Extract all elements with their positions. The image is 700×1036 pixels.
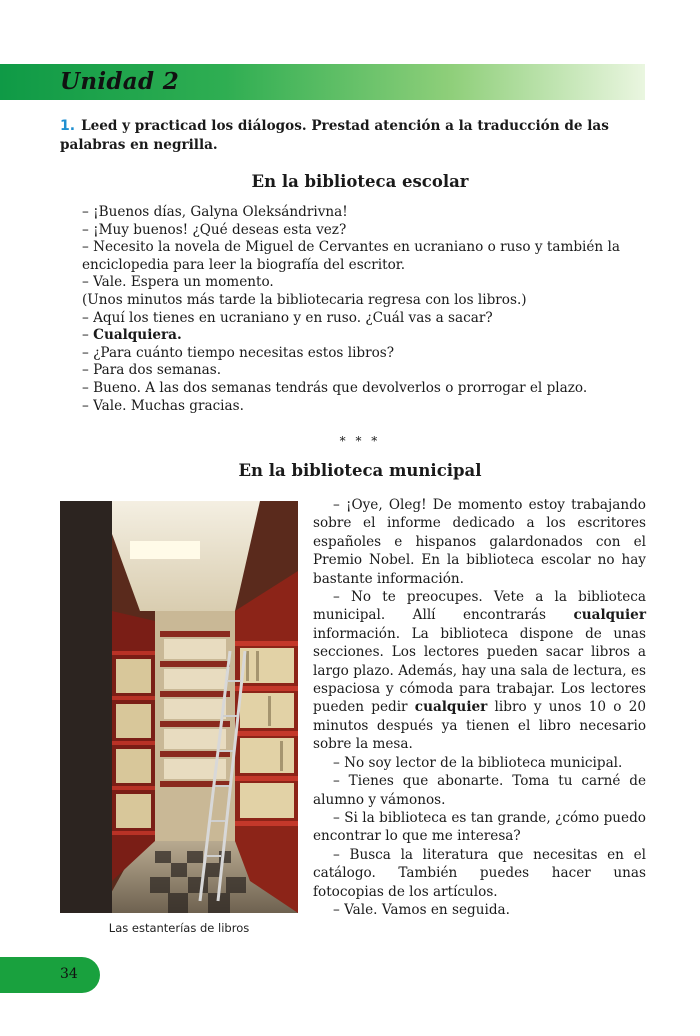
page-number-tab bbox=[0, 957, 100, 993]
dialog-paragraph: – Tienes que abonarte. Toma tu carné de alumno y vámonos. bbox=[313, 773, 646, 808]
dialog-paragraph: – Busca la literatura que necesitas en el catálogo. También puedes hacer unas fotocopias de los artículos. bbox=[313, 846, 646, 900]
dialog-line: – Aquí los tienes en ucraniano y en ruso. ¿Cuál vas a sacar? bbox=[82, 309, 493, 326]
library-shelves-photo bbox=[60, 501, 298, 913]
dialog-line: – ¡Muy buenos! ¿Qué deseas esta vez? bbox=[82, 221, 347, 238]
dialog-line-bold bbox=[82, 327, 647, 345]
page-number: 34 bbox=[60, 966, 78, 982]
dialog-municipal-library bbox=[313, 496, 646, 919]
text-part: – No te preocupes. Vete a la biblioteca municipal. Allí encontrarás bbox=[313, 589, 646, 624]
exercise-text: Leed y practicad los diálogos. Prestad atención a la traducción de las palabras en negrilla. bbox=[60, 118, 609, 153]
dialog-paragraph bbox=[313, 588, 646, 754]
dialog-line: – Para dos semanas. bbox=[82, 362, 222, 379]
text-part: información. La biblioteca dispone de unas secciones. Los lectores pueden sacar libros a largo plazo. Además, hay una sala de lectura, es espaciosa y cómoda para trabajar. Los lectores pueden pedir bbox=[313, 625, 646, 716]
dialog-paragraph: – No soy lector de la biblioteca municipal. bbox=[333, 754, 623, 771]
section-title-school-library: En la biblioteca escolar bbox=[251, 172, 469, 191]
text-part: libro y unos 10 o 20 minutos después ya tienen el libro necesario sobre la mesa. bbox=[313, 699, 646, 753]
bold-word: cualquier bbox=[573, 607, 646, 624]
dialog-dash: – bbox=[82, 327, 94, 344]
dialog-paragraph: – Si la biblioteca es tan grande, ¿cómo puedo encontrar lo que me interesa? bbox=[313, 809, 646, 845]
exercise-number: 1. bbox=[60, 118, 76, 134]
dialog-line: (Unos minutos más tarde la bibliotecaria regresa con los libros.) bbox=[82, 291, 527, 308]
bold-word: Cualquiera. bbox=[93, 327, 182, 344]
exercise-instruction bbox=[60, 117, 646, 155]
dialog-line: – ¿Para cuánto tiempo necesitas estos libros? bbox=[82, 344, 395, 361]
photo-caption: Las estanterías de libros bbox=[108, 921, 250, 935]
dialog-paragraph: – Vale. Vamos en seguida. bbox=[333, 901, 510, 918]
separator: * * * bbox=[339, 434, 381, 448]
unit-title: Unidad 2 bbox=[60, 68, 179, 95]
section-title-municipal-library: En la biblioteca municipal bbox=[238, 461, 482, 480]
dialog-line: – ¡Buenos días, Galyna Oleksándrivna! bbox=[82, 204, 348, 220]
dialog-paragraph: – ¡Oye, Oleg! De momento estoy trabajando sobre el informe dedicado a los escritores españoles e hispanos galardonados con el Premio Nobel. En la biblioteca escolar no hay bastante información. bbox=[313, 497, 646, 587]
dialog-line: – Necesito la novela de Miguel de Cervantes en ucraniano o ruso y también la enciclopedia para leer la biografía del escritor. bbox=[82, 239, 620, 273]
bold-word: cualquier bbox=[414, 699, 488, 716]
dialog-school-library bbox=[82, 204, 647, 415]
dialog-line: – Vale. Muchas gracias. bbox=[82, 397, 244, 414]
dialog-line: – Vale. Espera un momento. bbox=[82, 274, 274, 291]
dialog-line: – Bueno. A las dos semanas tendrás que devolverlos o prorrogar el plazo. bbox=[82, 379, 588, 396]
